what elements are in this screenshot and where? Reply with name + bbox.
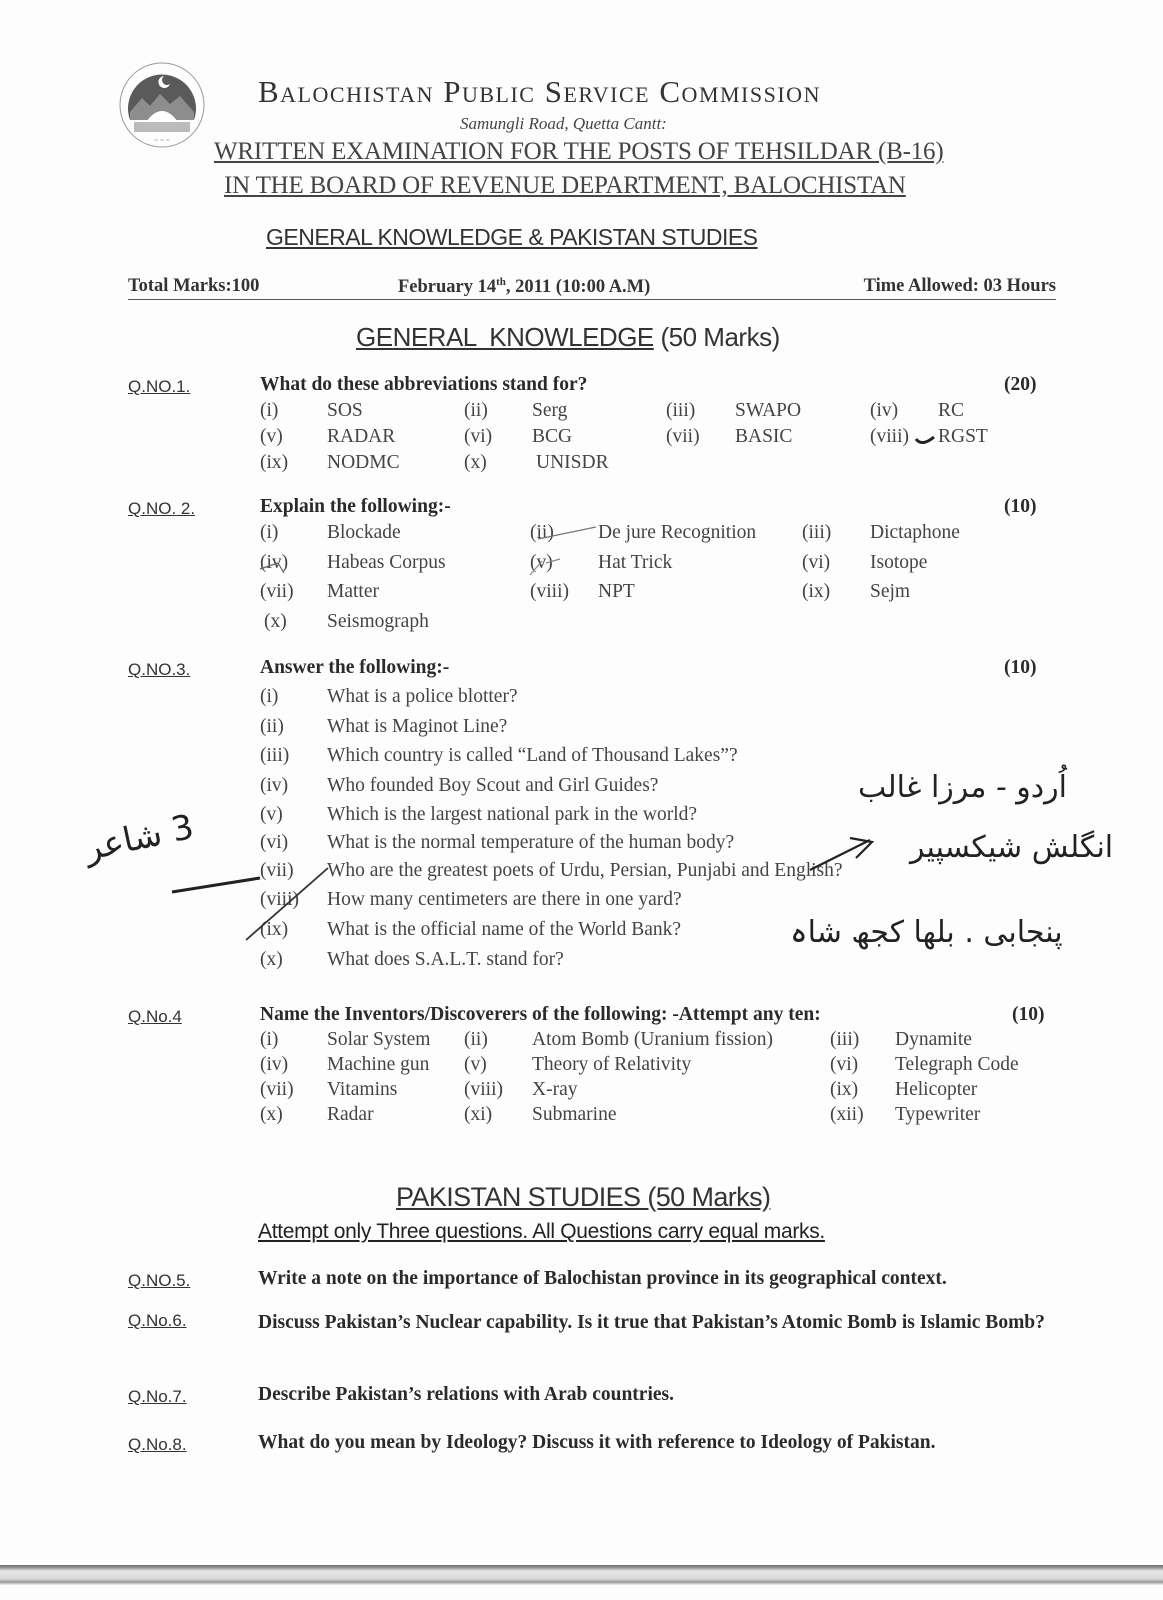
q3-item: Who are the greatest poets of Urdu, Persian, Punjabi and English? [327,860,843,881]
q4-item-num: (i) [260,1029,279,1050]
scan-edge-bar [0,1565,1163,1585]
q1-item-num: (ix) [260,452,289,473]
q4-text: Name the Inventors/Discoverers of the following: -Attempt any ten: [260,1004,821,1025]
q6-label: Q.No.6. [128,1311,187,1330]
q4-item: Vitamins [327,1079,398,1100]
q4-item-num: (vi) [830,1054,859,1075]
q2-item-num: (ix) [802,581,831,602]
q4-item: Helicopter [895,1079,978,1100]
q2-item-num: (ii) [530,522,554,543]
q3-item-num: (v) [260,804,283,825]
date-suffix: , 2011 (10:00 A.M) [505,277,651,298]
q2-item: Sejm [870,581,911,602]
q3-item-num: (iii) [260,745,290,766]
q3-item: What does S.A.L.T. stand for? [327,949,564,970]
q3-item: What is the normal temperature of the human body? [327,832,735,853]
pen-strike-mark [256,525,636,590]
q8-text: What do you mean by Ideology? Discuss it with reference to Ideology of Pakistan. [258,1432,936,1453]
q2-text: Explain the following:- [260,496,451,517]
q8-label: Q.No.8. [128,1435,187,1454]
subject-title: GENERAL KNOWLEDGE & PAKISTAN STUDIES [266,224,758,250]
q4-item-num: (ii) [464,1029,488,1050]
q2-item-num: (vi) [802,552,831,573]
q3-item: Which country is called “Land of Thousand Lakes”? [327,745,738,766]
q3-marks: (10) [1004,657,1037,678]
q3-text: Answer the following:- [260,657,450,678]
pakistan-studies-instruction: Attempt only Three questions. All Questions carry equal marks. [258,1220,825,1243]
exam-title-line2: IN THE BOARD OF REVENUE DEPARTMENT, BALOCHISTAN [224,172,906,199]
q2-item-num: (iii) [802,522,832,543]
q1-label: Q.NO.1. [128,377,191,396]
q3-label: Q.NO.3. [128,660,191,679]
q3-item: Who founded Boy Scout and Girl Guides? [327,775,659,796]
q4-item-num: (vii) [260,1079,294,1100]
q4-item: Typewriter [895,1104,981,1125]
time-allowed: Time Allowed: 03 Hours [863,276,1056,296]
q4-marks: (10) [1012,1004,1045,1025]
exam-title-line1: WRITTEN EXAMINATION FOR THE POSTS OF TEHSILDAR (B-16) [214,138,944,165]
q3-item-num: (iv) [260,775,289,796]
q2-marks: (10) [1004,496,1037,517]
q3-item-num: (viii) [260,889,299,910]
q1-item: SWAPO [735,400,802,421]
q4-item: Machine gun [327,1054,430,1075]
handwritten-note-left: 3 شاعر [81,806,198,870]
q3-item-num: (ii) [260,716,284,737]
q1-item-num: (vii) [666,426,700,447]
q3-item: What is Maginot Line? [327,716,508,737]
q1-item-num: (i) [260,400,279,421]
q2-item: Seismograph [327,611,429,632]
q3-item-num: (x) [260,949,283,970]
q4-item: Solar System [327,1029,431,1050]
q1-item-num: (vi) [464,426,493,447]
q2-item: Dictaphone [870,522,960,543]
q1-item: NODMC [327,452,400,473]
q1-item: RADAR [327,426,396,447]
q7-text: Describe Pakistan’s relations with Arab countries. [258,1384,674,1405]
q1-item: RC [938,400,965,421]
q4-item-num: (iv) [260,1054,289,1075]
gk-title-main: GENERAL KNOWLEDGE [356,322,654,352]
q1-marks: (20) [1004,374,1037,395]
checkmark-icon [914,434,936,452]
q1-item: Serg [532,400,568,421]
q6-text: Discuss Pakistan’s Nuclear capability. Is it true that Pakistan’s Atomic Bomb is Islamic Bomb? [258,1312,1045,1333]
q7-label: Q.No.7. [128,1387,187,1406]
q4-item: Atom Bomb (Uranium fission) [532,1029,774,1050]
q2-item: Hat Trick [598,552,673,573]
q1-item: RGST [938,426,988,447]
q4-item: Telegraph Code [895,1054,1019,1075]
q4-item: X-ray [532,1079,578,1100]
address: Samungli Road, Quetta Cantt: [460,114,667,133]
date-prefix: February 14 [398,277,497,298]
q1-item-num: (x) [464,452,487,473]
q3-item-num: (vi) [260,832,289,853]
q2-item: Habeas Corpus [327,552,446,573]
q1-item: BCG [532,426,573,447]
q1-item: BASIC [735,426,793,447]
q4-item: Submarine [532,1104,617,1125]
q2-item: Matter [327,581,379,602]
q4-item: Dynamite [895,1029,972,1050]
q4-item-num: (v) [464,1054,487,1075]
q4-item: Theory of Relativity [532,1054,692,1075]
q1-item-num: (iii) [666,400,696,421]
q1-text: What do these abbreviations stand for? [260,374,588,395]
q1-item-num: (viii) [870,426,909,447]
bpsc-seal-icon [116,60,208,150]
q1-item: UNISDR [536,452,609,473]
q4-item-num: (viii) [464,1079,503,1100]
q2-item-num: (x) [264,611,287,632]
q1-item-num: (iv) [870,400,899,421]
gk-title-marks: (50 Marks) [653,322,780,352]
q4-item-num: (x) [260,1104,283,1125]
q2-item: Isotope [870,552,928,573]
q2-item-num: (v) [530,552,553,573]
q1-item-num: (v) [260,426,283,447]
organization-name: Balochistan Public Service Commission [258,74,821,109]
q2-item: NPT [598,581,635,602]
q2-item: Blockade [327,522,401,543]
q2-item: De jure Recognition [598,522,757,543]
handwritten-note-english: انگلش شیکسپیر [910,830,1114,865]
q4-item-num: (ix) [830,1079,859,1100]
q3-item: Which is the largest national park in the world? [327,804,698,825]
q4-item: Radar [327,1104,374,1125]
q3-item: What is a police blotter? [327,686,518,707]
q2-label: Q.NO. 2. [128,499,196,518]
q3-item-num: (ix) [260,919,289,940]
total-marks: Total Marks:100 [128,276,260,296]
handwritten-note-urdu: اُردو - مرزا غالب [858,770,1067,805]
exam-date [398,276,650,298]
date-sup: th [496,276,506,288]
q3-item: What is the official name of the World Bank? [327,919,682,940]
handwritten-note-punjabi: پنجابی . بلھا کجھ شاہ [790,915,1063,950]
q2-item-num: (viii) [530,581,569,602]
q2-item-num: (i) [260,522,279,543]
q5-label: Q.NO.5. [128,1271,191,1290]
q4-item-num: (xi) [464,1104,493,1125]
q1-item: SOS [327,400,363,421]
q4-item-num: (xii) [830,1104,864,1125]
q3-item-num: (i) [260,686,279,707]
q5-text: Write a note on the importance of Balochistan province in its geographical context. [258,1268,947,1289]
q3-item-num: (vii) [260,860,294,881]
q4-item-num: (iii) [830,1029,860,1050]
q3-item: How many centimeters are there in one yard? [327,889,682,910]
q4-label: Q.No.4 [128,1007,182,1026]
q1-item-num: (ii) [464,400,488,421]
q2-item-num: (iv) [260,552,289,573]
q2-item-num: (vii) [260,581,294,602]
general-knowledge-title [356,322,780,353]
pakistan-studies-title: PAKISTAN STUDIES (50 Marks) [396,1182,771,1212]
svg-text:~ ~ ~: ~ ~ ~ [154,138,170,144]
exam-meta-row [128,276,1056,300]
